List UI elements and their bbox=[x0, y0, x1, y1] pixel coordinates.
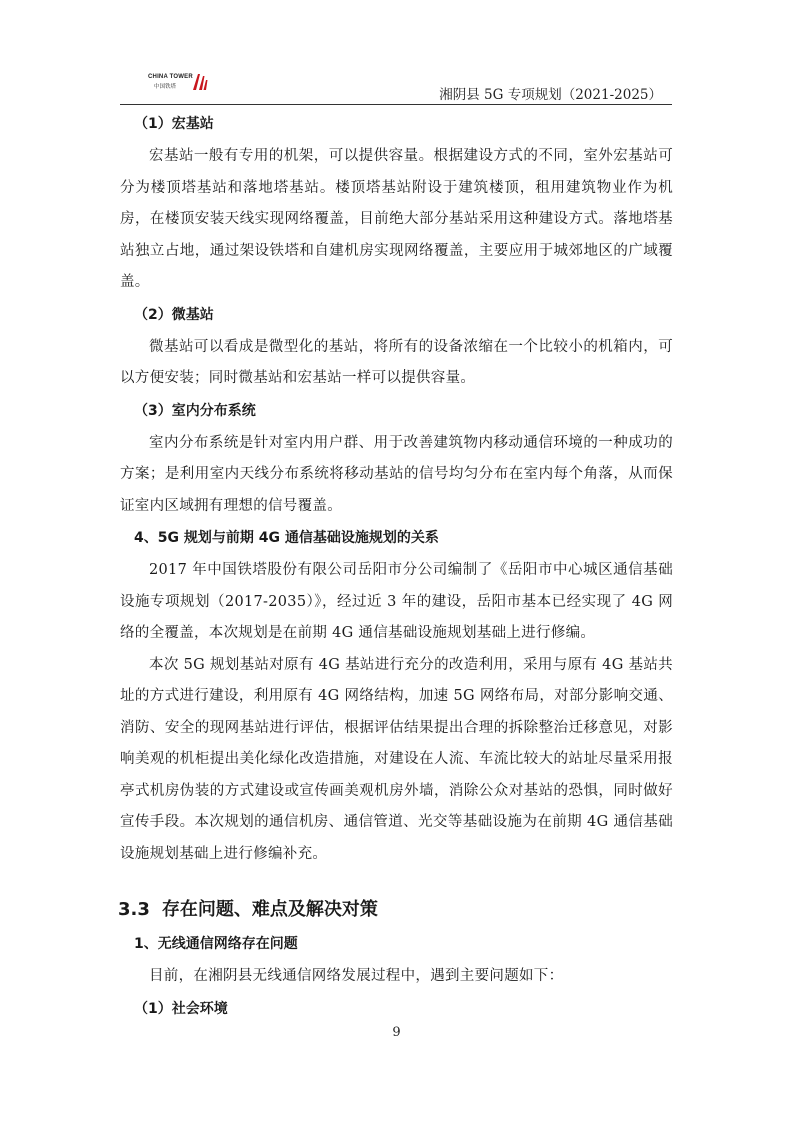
section-title: 存在问题、难点及解决对策 bbox=[161, 899, 378, 920]
logo-text-cn: 中国铁塔 bbox=[154, 84, 177, 90]
subheading: （2）微基站 bbox=[134, 306, 214, 323]
page-number: 9 bbox=[392, 1025, 401, 1040]
subheading: （1）社会环境 bbox=[134, 1000, 228, 1017]
paragraph: 本次 5G 规划基站对原有 4G 基站进行充分的改造利用，采用与原有 4G 基站共址的方式进行建设，利用原有 4G 网络结构，加速 5G 网络布局，对部分影响交通、消防、安全的现网基站进行评估，根据评估结果提出合理的拆除整治迁移意见，对影响美观的机柜提出美化绿化改造措施，对建设在人流、车流比较大的站址尽量采用报亭式机房伪装的方式建设或宣传画美观机房外墙，消除公众对基站的恐惧，同时做好宣传手段。本次规划的通信机房、通信管道、光交等基础设施为在前期 4G 通信基础设施规划基础上进行修编补充。 bbox=[120, 656, 673, 862]
page-header bbox=[120, 60, 672, 105]
paragraph: 室内分布系统是针对室内用户群、用于改善建筑物内移动通信环境的一种成功的方案；是利用室内天线分布系统将移动基站的信号均匀分布在室内每个角落，从而保证室内区域拥有理想的信号覆盖。 bbox=[120, 434, 673, 514]
paragraph: 宏基站一般有专用的机架，可以提供容量。根据建设方式的不同，室外宏基站可分为楼顶塔基站和落地塔基站。楼顶塔基站附设于建筑楼顶，租用建筑物业作为机房，在楼顶安装天线实现网络覆盖，目前绝大部分基站采用这种建设方式。落地塔基站独立占地，通过架设铁塔和自建机房实现网络覆盖，主要应用于城郊地区的广域覆盖。 bbox=[120, 148, 673, 290]
document-body bbox=[120, 108, 673, 1026]
paragraph: 微基站可以看成是微型化的基站，将所有的设备浓缩在一个比较小的机箱内，可以方便安装；同时微基站和宏基站一样可以提供容量。 bbox=[120, 338, 673, 386]
tower-logo-icon bbox=[192, 72, 208, 90]
section-number: 3.3 bbox=[118, 899, 150, 920]
china-tower-logo bbox=[148, 72, 208, 94]
subheading: 1、无线通信网络存在问题 bbox=[134, 936, 298, 952]
header-title: 湘阴县 5G 专项规划（2021-2025） bbox=[439, 87, 662, 103]
subheading: （3）室内分布系统 bbox=[134, 402, 256, 419]
subheading: 4、5G 规划与前期 4G 通信基础设施规划的关系 bbox=[134, 530, 439, 546]
paragraph: 目前，在湘阴县无线通信网络发展过程中，遇到主要问题如下： bbox=[149, 968, 564, 984]
section-heading bbox=[118, 892, 673, 928]
subheading: （1）宏基站 bbox=[134, 116, 214, 132]
paragraph: 2017 年中国铁塔股份有限公司岳阳市分公司编制了《岳阳市中心城区通信基础设施专项规划（2017-2035）》，经过近 3 年的建设，岳阳市基本已经实现了 4G 网络的全覆盖，本次规划是在前期 4G 通信基础设施规划基础上进行修编。 bbox=[120, 562, 673, 641]
logo-text-en: CHINA TOWER bbox=[148, 74, 193, 80]
